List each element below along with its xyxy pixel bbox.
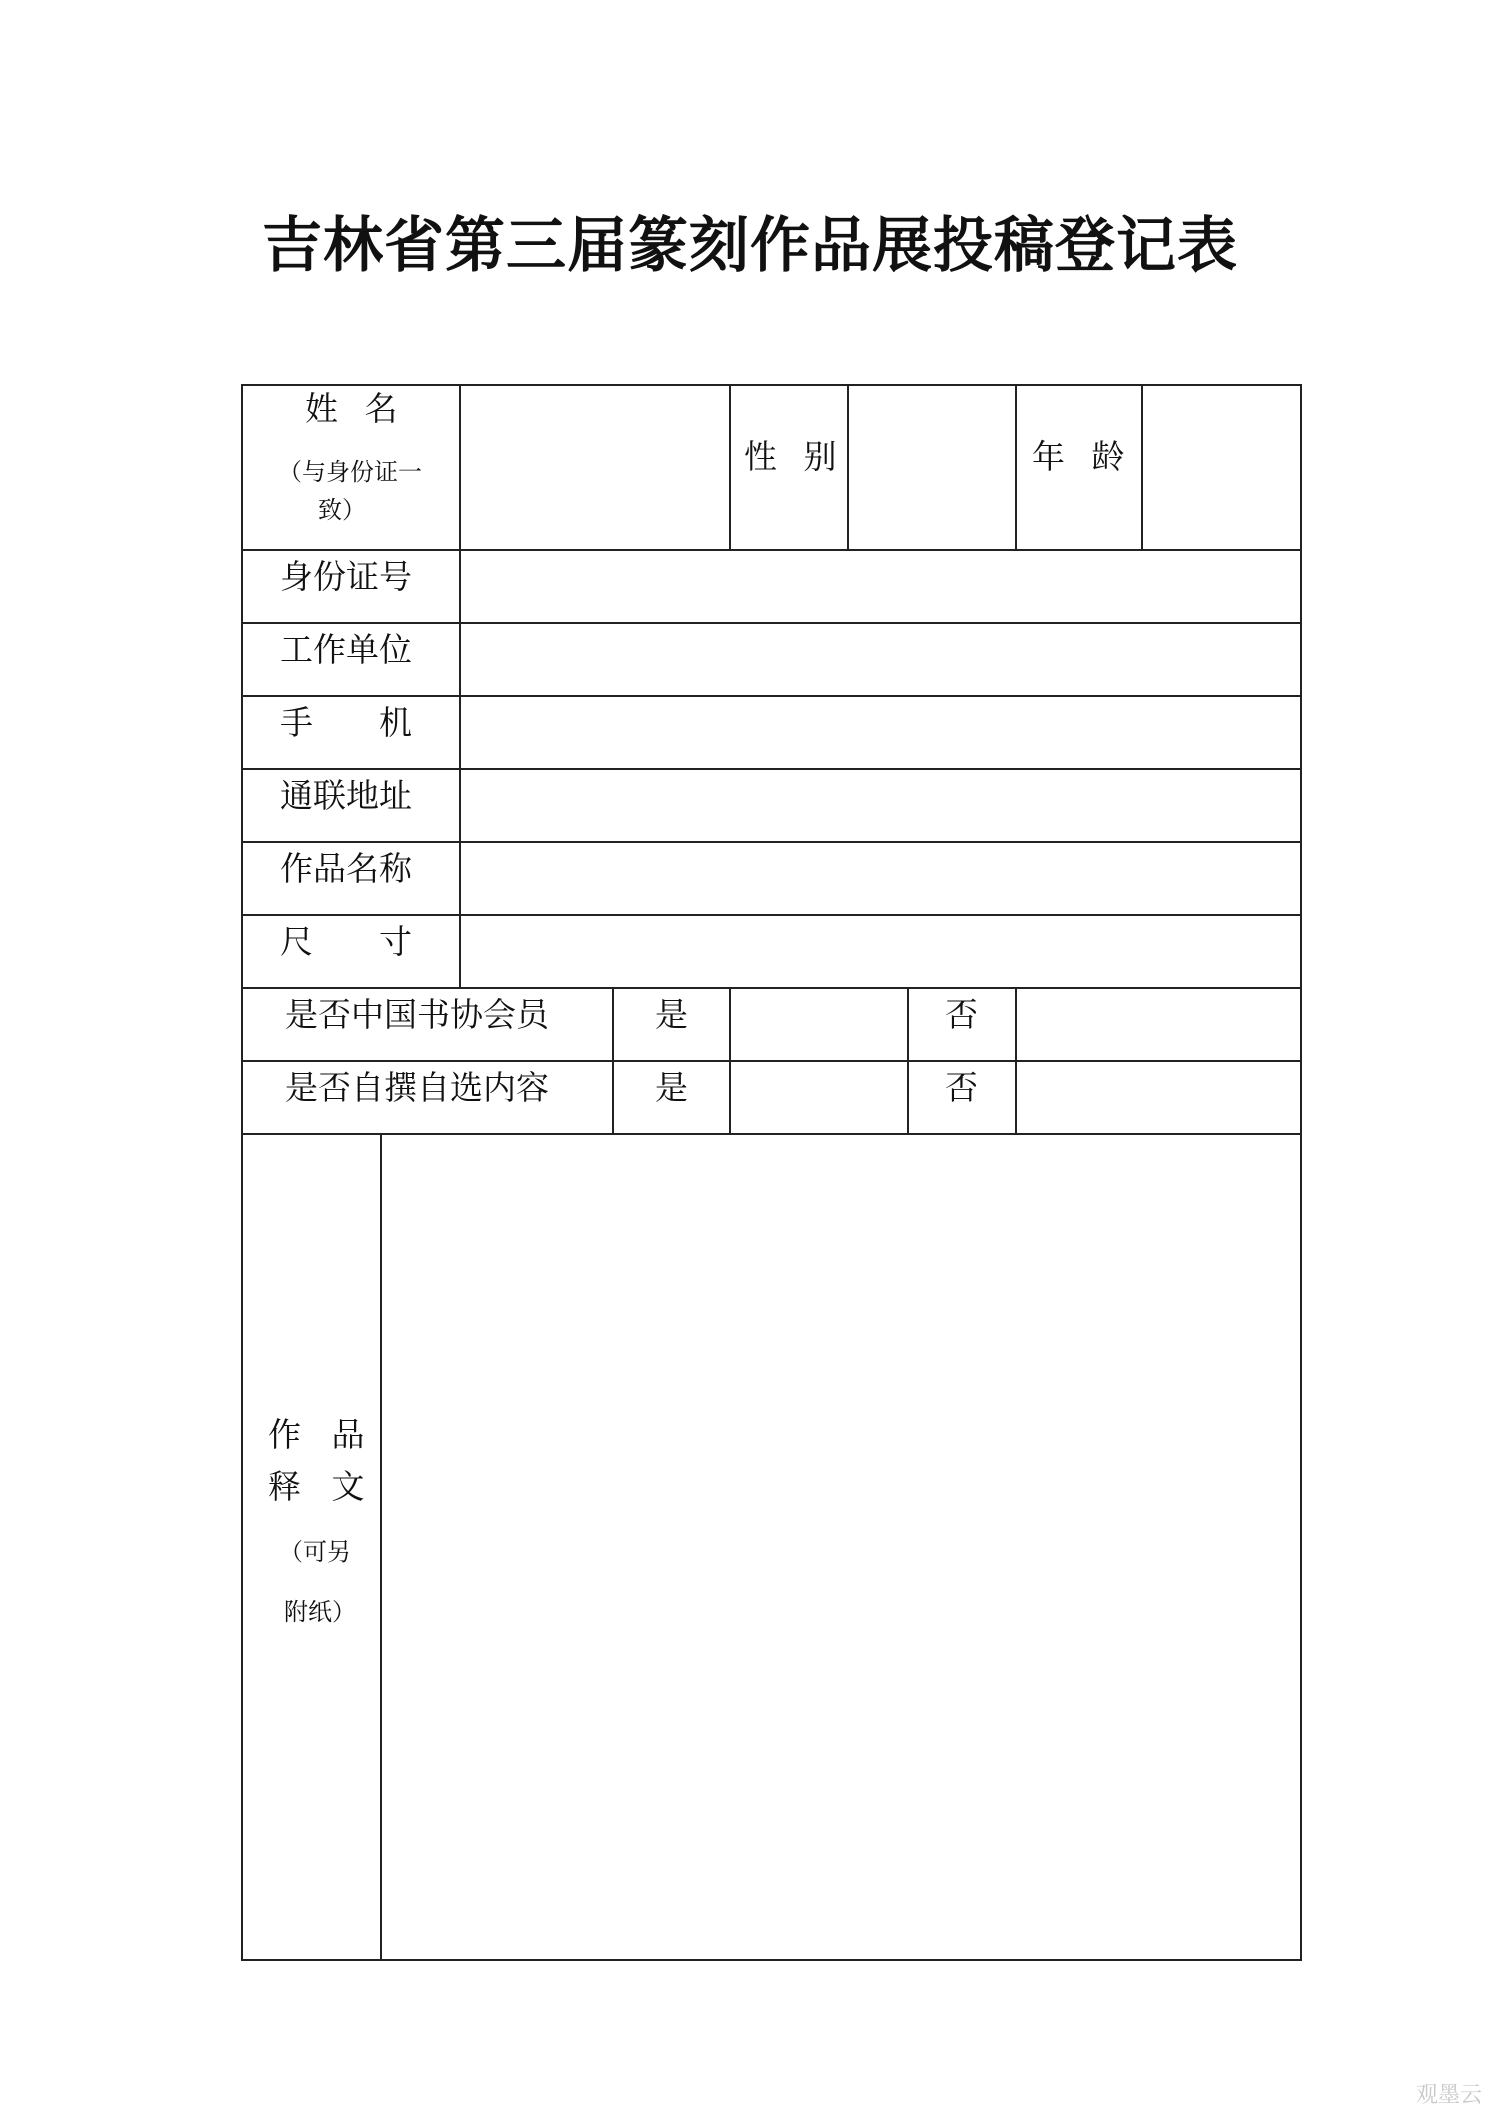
- form-title: 吉林省第三届篆刻作品展投稿登记表: [262, 211, 1238, 281]
- notes-note-line2: 附纸）: [284, 1598, 356, 1626]
- association-member-no-label: 否: [945, 995, 978, 1034]
- interpretation-text-area[interactable]: [382, 1135, 1300, 1959]
- phone-label: 手 机: [280, 703, 412, 742]
- name-input-cell[interactable]: [461, 386, 729, 549]
- col-divider: [1015, 384, 1017, 551]
- col-divider: [907, 987, 909, 1135]
- notes-note-line1: （可另: [279, 1538, 351, 1566]
- col-divider: [612, 987, 614, 1135]
- age-label: 年 龄: [1032, 437, 1133, 476]
- phone-input-cell[interactable]: [461, 697, 1300, 768]
- name-note-line2: 致）: [318, 496, 366, 524]
- self-composed-label: 是否自撰自选内容: [285, 1068, 549, 1107]
- work-unit-label: 工作单位: [280, 630, 412, 669]
- association-member-no-cell[interactable]: [1017, 989, 1300, 1060]
- work-title-label: 作品名称: [280, 849, 412, 888]
- name-note-line1: （与身份证一: [278, 458, 422, 486]
- association-member-yes-cell[interactable]: [731, 989, 907, 1060]
- size-input-cell[interactable]: [461, 916, 1300, 987]
- table-border-bottom: [241, 1959, 1302, 1961]
- watermark-logo: 观墨云: [1415, 2083, 1482, 2108]
- table-border-right: [1300, 384, 1302, 1961]
- self-composed-no-cell[interactable]: [1017, 1062, 1300, 1133]
- id-number-label: 身份证号: [280, 557, 412, 596]
- work-unit-input-cell[interactable]: [461, 624, 1300, 695]
- association-member-yes-label: 是: [655, 995, 688, 1034]
- work-title-input-cell[interactable]: [461, 843, 1300, 914]
- notes-label-line2: 释 文: [268, 1467, 375, 1506]
- association-member-label: 是否中国书协会员: [285, 995, 549, 1034]
- table-border-left: [241, 384, 243, 1961]
- self-composed-no-label: 否: [945, 1068, 978, 1107]
- gender-label: 性 别: [744, 437, 845, 476]
- self-composed-yes-cell[interactable]: [731, 1062, 907, 1133]
- name-label: 姓 名: [305, 389, 406, 428]
- size-label: 尺 寸: [280, 922, 412, 961]
- gender-input-cell[interactable]: [849, 386, 1015, 549]
- col-divider: [729, 384, 731, 551]
- address-label: 通联地址: [280, 776, 412, 815]
- id-number-input-cell[interactable]: [461, 551, 1300, 622]
- address-input-cell[interactable]: [461, 770, 1300, 841]
- age-input-cell[interactable]: [1143, 386, 1300, 549]
- self-composed-yes-label: 是: [655, 1068, 688, 1107]
- notes-label-line1: 作 品: [268, 1415, 375, 1454]
